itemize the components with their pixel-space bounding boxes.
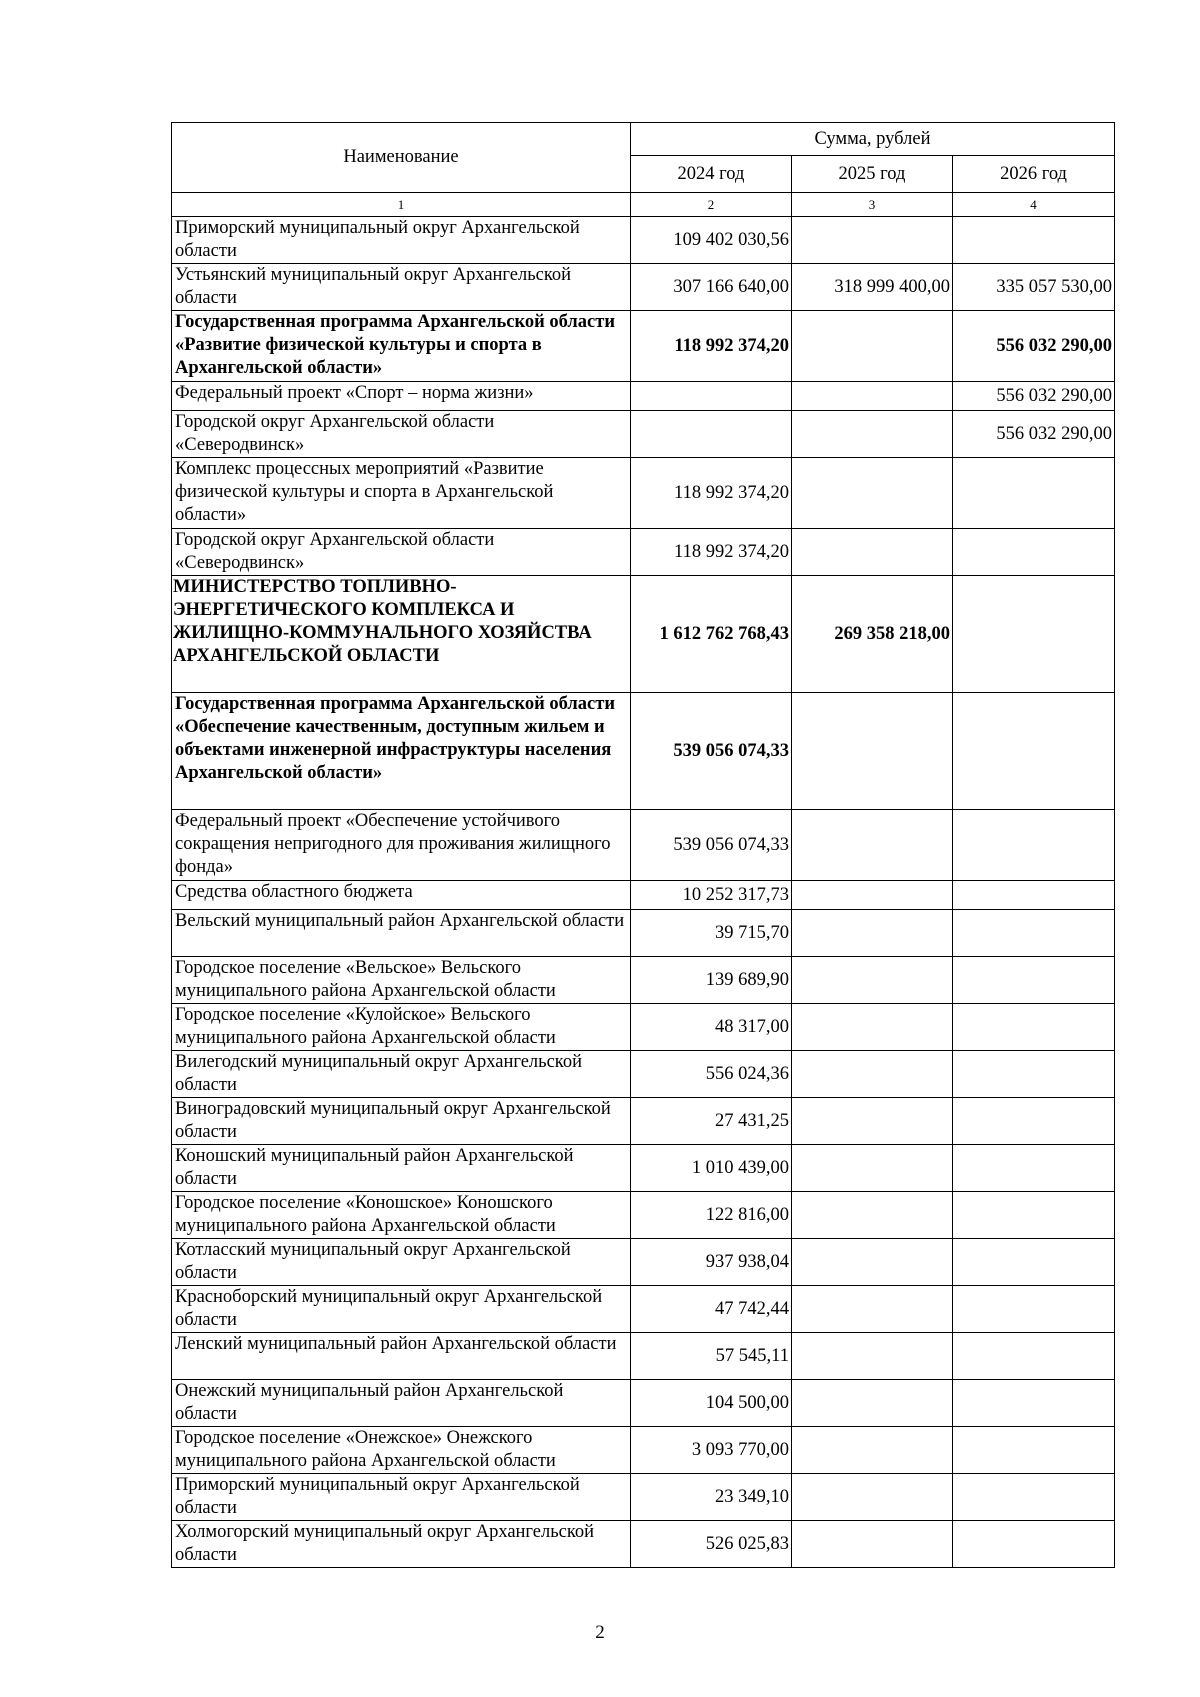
value-2026 — [953, 1145, 1115, 1192]
value-2024: 1 010 439,00 — [631, 1145, 792, 1192]
value-2026 — [953, 1380, 1115, 1427]
value-2025 — [792, 810, 953, 881]
value-2024: 556 024,36 — [631, 1051, 792, 1098]
value-2025 — [792, 529, 953, 576]
value-2025 — [792, 1098, 953, 1145]
value-2024: 118 992 374,20 — [631, 311, 792, 382]
value-2026 — [953, 1521, 1115, 1568]
table-row — [172, 693, 1115, 810]
row-name: Федеральный проект «Спорт – норма жизни» — [172, 382, 631, 411]
value-2024: 118 992 374,20 — [631, 529, 792, 576]
header-name: Наименование — [172, 123, 631, 193]
table-row — [172, 1098, 1115, 1145]
value-2026: 556 032 290,00 — [953, 311, 1115, 382]
table-row — [172, 910, 1115, 957]
value-2026 — [953, 217, 1115, 264]
table-row — [172, 576, 1115, 693]
table-row — [172, 1521, 1115, 1568]
table-row — [172, 1004, 1115, 1051]
value-2024: 539 056 074,33 — [631, 693, 792, 810]
table-row — [172, 1474, 1115, 1521]
column-number-2: 2 — [631, 193, 792, 217]
row-name: Виноградовский муниципальный округ Архангельской области — [172, 1098, 631, 1145]
value-2025 — [792, 1192, 953, 1239]
value-2025 — [792, 1004, 953, 1051]
value-2026 — [953, 1192, 1115, 1239]
row-name: Онежский муниципальный район Архангельской области — [172, 1380, 631, 1427]
row-name: Государственная программа Архангельской области «Развитие физической культуры и спорта в Архангельской области» — [172, 311, 631, 382]
value-2024 — [631, 382, 792, 411]
table-row — [172, 1333, 1115, 1380]
header-year-2024: 2024 год — [631, 156, 792, 193]
value-2025 — [792, 1239, 953, 1286]
value-2025: 318 999 400,00 — [792, 264, 953, 311]
budget-table — [171, 122, 1115, 1568]
table-row — [172, 529, 1115, 576]
value-2026 — [953, 810, 1115, 881]
value-2024: 39 715,70 — [631, 910, 792, 957]
table-body — [172, 217, 1115, 1568]
row-name: Городское поселение «Кулойское» Вельского муниципального района Архангельской области — [172, 1004, 631, 1051]
table-row — [172, 217, 1115, 264]
value-2024: 1 612 762 768,43 — [631, 576, 792, 693]
value-2025 — [792, 411, 953, 458]
value-2025 — [792, 1427, 953, 1474]
value-2026 — [953, 1098, 1115, 1145]
value-2026 — [953, 1239, 1115, 1286]
value-2026 — [953, 458, 1115, 529]
page-number: 2 — [595, 1622, 605, 1643]
value-2024: 48 317,00 — [631, 1004, 792, 1051]
value-2024 — [631, 411, 792, 458]
value-2024: 10 252 317,73 — [631, 881, 792, 910]
row-name: Холмогорский муниципальный округ Архангельской области — [172, 1521, 631, 1568]
value-2025 — [792, 1521, 953, 1568]
value-2026 — [953, 576, 1115, 693]
table-row — [172, 1427, 1115, 1474]
table-row — [172, 1051, 1115, 1098]
value-2024: 109 402 030,56 — [631, 217, 792, 264]
row-name: Котласский муниципальный округ Архангельской области — [172, 1239, 631, 1286]
value-2025 — [792, 957, 953, 1004]
value-2024: 937 938,04 — [631, 1239, 792, 1286]
row-name: Городской округ Архангельской области «Северодвинск» — [172, 411, 631, 458]
value-2024: 139 689,90 — [631, 957, 792, 1004]
value-2026 — [953, 957, 1115, 1004]
row-name: Федеральный проект «Обеспечение устойчивого сокращения непригодного для проживания жилищного фонда» — [172, 810, 631, 881]
row-name: Городское поселение «Онежское» Онежского муниципального района Архангельской области — [172, 1427, 631, 1474]
table-row — [172, 957, 1115, 1004]
value-2024: 27 431,25 — [631, 1098, 792, 1145]
value-2025: 269 358 218,00 — [792, 576, 953, 693]
row-name: Красноборский муниципальный округ Архангельской области — [172, 1286, 631, 1333]
value-2026 — [953, 529, 1115, 576]
value-2025 — [792, 311, 953, 382]
value-2025 — [792, 1286, 953, 1333]
value-2024: 57 545,11 — [631, 1333, 792, 1380]
table-row — [172, 458, 1115, 529]
value-2026 — [953, 693, 1115, 810]
column-number-1: 1 — [172, 193, 631, 217]
value-2025 — [792, 217, 953, 264]
value-2026 — [953, 1051, 1115, 1098]
value-2025 — [792, 1051, 953, 1098]
value-2024: 307 166 640,00 — [631, 264, 792, 311]
table-row — [172, 1380, 1115, 1427]
value-2026: 556 032 290,00 — [953, 382, 1115, 411]
value-2026: 556 032 290,00 — [953, 411, 1115, 458]
row-name: Устьянский муниципальный округ Архангельской области — [172, 264, 631, 311]
value-2025 — [792, 1474, 953, 1521]
table-row — [172, 1286, 1115, 1333]
row-name: Городской округ Архангельской области «Северодвинск» — [172, 529, 631, 576]
value-2024: 539 056 074,33 — [631, 810, 792, 881]
header-year-2025: 2025 год — [792, 156, 953, 193]
value-2024: 3 093 770,00 — [631, 1427, 792, 1474]
table-row — [172, 881, 1115, 910]
value-2026 — [953, 910, 1115, 957]
value-2026: 335 057 530,00 — [953, 264, 1115, 311]
row-name: Городское поселение «Вельское» Вельского муниципального района Архангельской области — [172, 957, 631, 1004]
value-2025 — [792, 1333, 953, 1380]
row-name: Приморский муниципальный округ Архангельской области — [172, 217, 631, 264]
header-sum: Сумма, рублей — [631, 123, 1115, 156]
value-2026 — [953, 1427, 1115, 1474]
value-2026 — [953, 1286, 1115, 1333]
row-name: Приморский муниципальный округ Архангельской области — [172, 1474, 631, 1521]
value-2024: 23 349,10 — [631, 1474, 792, 1521]
value-2025 — [792, 881, 953, 910]
row-name: Государственная программа Архангельской области «Обеспечение качественным, доступным жильем и объектами инженерной инфраструктуры населения Архангельской области» — [172, 693, 631, 810]
column-number-4: 4 — [953, 193, 1115, 217]
row-name: Средства областного бюджета — [172, 881, 631, 910]
header-year-2026: 2026 год — [953, 156, 1115, 193]
row-name: Вельский муниципальный район Архангельской области — [172, 910, 631, 957]
value-2026 — [953, 1474, 1115, 1521]
row-name: Комплекс процессных мероприятий «Развитие физической культуры и спорта в Архангельской области» — [172, 458, 631, 529]
value-2025 — [792, 1145, 953, 1192]
table-row — [172, 1239, 1115, 1286]
table-row — [172, 810, 1115, 881]
row-name: Ленский муниципальный район Архангельской области — [172, 1333, 631, 1380]
value-2025 — [792, 693, 953, 810]
table-row — [172, 1145, 1115, 1192]
table-row — [172, 311, 1115, 382]
row-name: МИНИСТЕРСТВО ТОПЛИВНО-ЭНЕРГЕТИЧЕСКОГО КОМПЛЕКСА И ЖИЛИЩНО-КОММУНАЛЬНОГО ХОЗЯЙСТВА АРХАНГЕЛЬСКОЙ ОБЛАСТИ — [172, 576, 631, 693]
table-row — [172, 411, 1115, 458]
table-row — [172, 1192, 1115, 1239]
value-2024: 526 025,83 — [631, 1521, 792, 1568]
value-2025 — [792, 382, 953, 411]
value-2026 — [953, 1333, 1115, 1380]
row-name: Коношский муниципальный район Архангельской области — [172, 1145, 631, 1192]
column-number-3: 3 — [792, 193, 953, 217]
table-row — [172, 382, 1115, 411]
value-2024: 47 742,44 — [631, 1286, 792, 1333]
value-2026 — [953, 881, 1115, 910]
value-2024: 118 992 374,20 — [631, 458, 792, 529]
row-name: Городское поселение «Коношское» Коношского муниципального района Архангельской области — [172, 1192, 631, 1239]
value-2024: 122 816,00 — [631, 1192, 792, 1239]
table-row — [172, 264, 1115, 311]
value-2025 — [792, 910, 953, 957]
value-2025 — [792, 458, 953, 529]
value-2026 — [953, 1004, 1115, 1051]
value-2025 — [792, 1380, 953, 1427]
row-name: Вилегодский муниципальный округ Архангельской области — [172, 1051, 631, 1098]
value-2024: 104 500,00 — [631, 1380, 792, 1427]
